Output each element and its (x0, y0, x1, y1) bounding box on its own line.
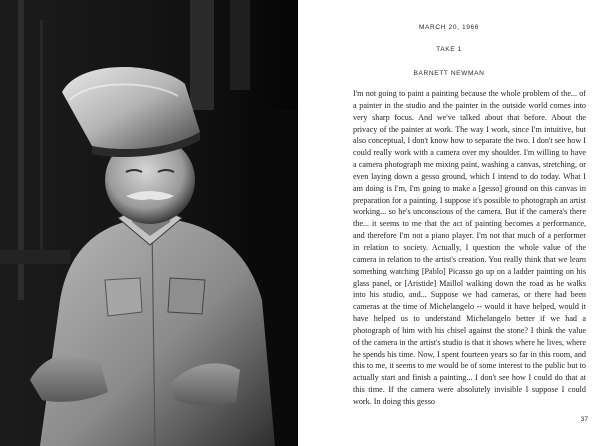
text-page (298, 0, 600, 446)
take-label: TAKE 1 (436, 46, 462, 53)
photograph (0, 0, 298, 446)
transcript-text: I'm not going to paint a painting because the whole problem of the... of a painter in the studio and the painter in the outside world comes into very sharp focus. And we've talked about that before. About the privacy of the painter at work. The way I work, since I'm intuitive, but also conceptual, I don't know how to separate the two. I don't see how I could really work with a camera over my shoulder. I'm willing to have a camera photograph me mixing paint, washing a canvas, stretching, or even laying down a gesso ground, which I intend to do today. What I am doing is I'm, I'm going to make a [gesso] ground on this canvas in preparation for a painting. I suppose it's possible to photograph an artist working... so he's unconscious of the camera. But if the camera's there the... it seems to me that the act of painting becomes a performance, and therefore I'm not a piano player. I'm not that much of a performer in relation to society. Actually, I question the whole value of the camera in relation to the artist's creation. You really think that we learn something watching [Pablo] Picasso go up on a ladder painting on his glass panel, or [Aristide] Maillol walking down the road as he walks into his studio, and... Suppose we had cameras, or there had been cameras at the time of Michelangelo -- would it have helped, would it have helped us to understand Michelangelo better if we had a photograph of him with his chisel against the stone? I think the value of the camera in the artist's studio is that it shows where he lives, where he spends his time. Now, I spent fourteen years so far in this room, and this to me, it seems to me would be of some interest to the public but to actually start and finish a painting... I don't see how I could do that at this time. If the camera were absolutely invisible I suppose I could work. In doing this gesso (353, 89, 586, 406)
speaker-name: BARNETT NEWMAN (413, 70, 485, 77)
session-date: MARCH 20, 1966 (418, 24, 480, 31)
page-number: 37 (580, 416, 588, 423)
photo-illustration (0, 0, 298, 446)
